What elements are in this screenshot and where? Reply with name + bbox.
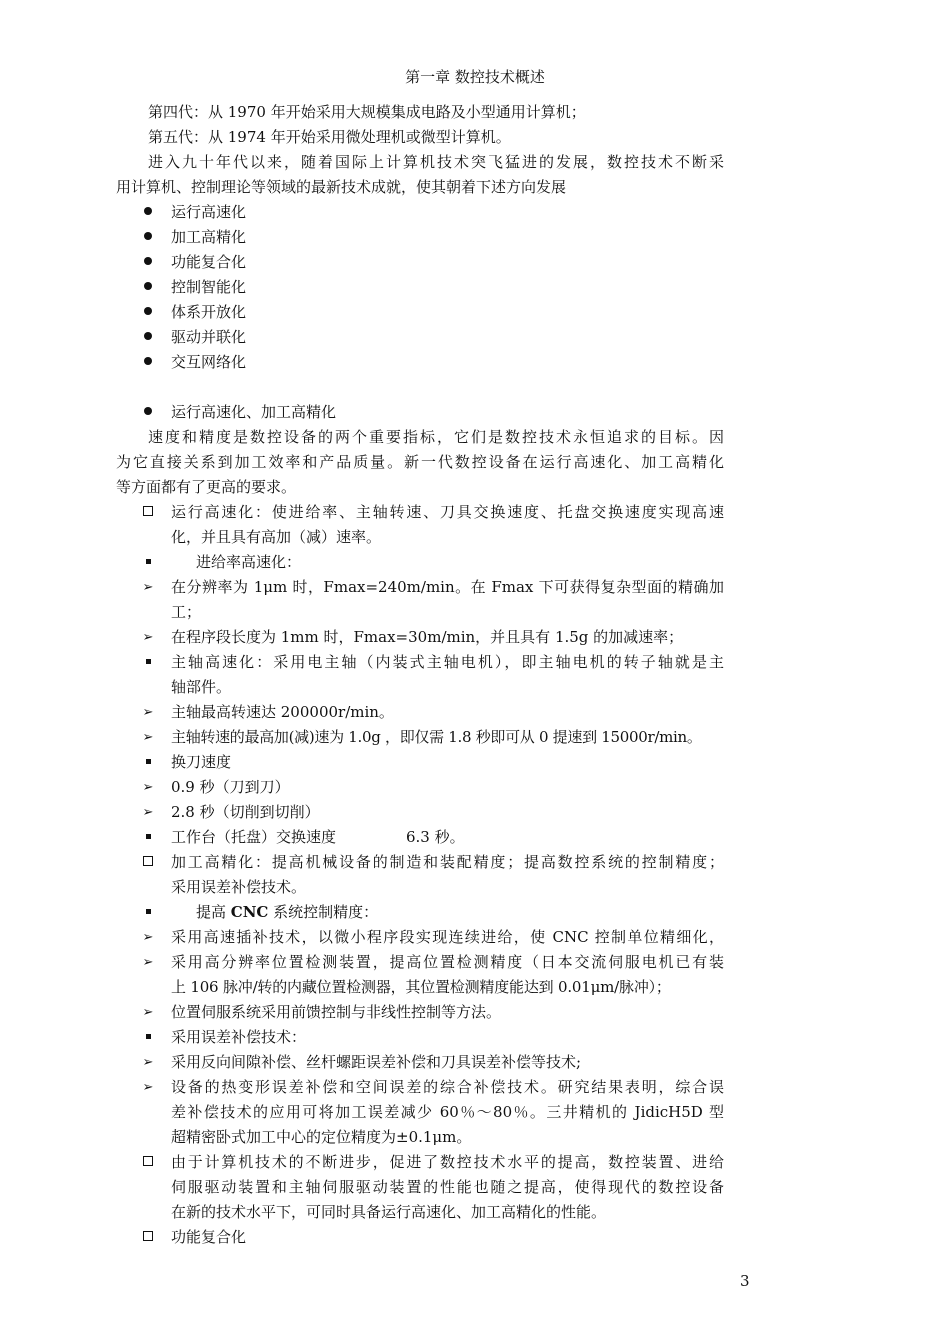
arrow-bullet-icon (140, 1078, 156, 1097)
item-spindle-b: 主轴转速的最高加(减)速为 1.0g ，即仅需 1.8 秒即可从 0 提速到 15000r/min。 (171, 728, 702, 746)
bullet-dot-icon (140, 353, 156, 371)
item-precision-line2: 采用误差补偿技术。 (171, 878, 307, 896)
bullet-dot-icon (140, 303, 156, 321)
item-progress-line3: 在新的技术水平下，可同时具备运行高速化、加工高精化的性能。 (171, 1203, 607, 1221)
square-bullet-icon (140, 553, 156, 571)
arrow-bullet-icon (140, 578, 156, 597)
item-comp-b-line1: 设备的热变形误差补偿和空间误差的综合补偿技术。研究结果表明，综合误 (171, 1078, 724, 1096)
item-progress-line2: 伺服驱动装置和主轴伺服驱动装置的性能也随之提高，使得现代的数控设备 (171, 1178, 724, 1196)
bullet-dot-icon (140, 328, 156, 346)
section-desc-line3: 等方面都有了更高的要求。 (116, 478, 297, 496)
page-number: 3 (740, 1272, 750, 1290)
paragraph-gen5: 第五代：从 1974 年开始采用微处理机或微型计算机。 (148, 128, 511, 146)
checkbox-bullet-icon (140, 503, 156, 521)
item-feed-a-line1: 在分辨率为 1μm 时，Fmax=240m/min。在 Fmax 下可获得复杂型面的精确加 (171, 578, 724, 596)
checkbox-bullet-icon (140, 853, 156, 871)
item-cnc-pre: 提高 (196, 903, 231, 921)
item-feed-a-line2: 工； (171, 603, 202, 621)
arrow-bullet-icon (140, 778, 156, 797)
item-tool-b: 2.8 秒（切削到切削） (171, 803, 320, 821)
section-desc-line2: 为它直接关系到加工效率和产品质量。新一代数控设备在运行高速化、加工高精化 (116, 453, 724, 471)
item-spindle-line1: 主轴高速化：采用电主轴（内装式主轴电机），即主轴电机的转子轴就是主 (171, 653, 724, 671)
paragraph-intro-line1: 进入九十年代以来，随着国际上计算机技术突飞猛进的发展，数控技术不断采 (148, 153, 724, 171)
section-heading: 运行高速化、加工高精化 (171, 403, 337, 421)
arrow-bullet-icon (140, 1003, 156, 1022)
item-comp-b-line2: 差补偿技术的应用可将加工误差减少 60％～80％。三井精机的 JidicH5D 型 (171, 1103, 724, 1121)
item-cnc-b-line1: 采用高分辨率位置检测装置，提高位置检测精度（日本交流伺服电机已有装 (171, 953, 724, 971)
section-desc-line1: 速度和精度是数控设备的两个重要指标，它们是数控技术永恒追求的目标。因 (148, 428, 724, 446)
item-comp-b-line3: 超精密卧式加工中心的定位精度为±0.1μm。 (171, 1128, 472, 1146)
direction-item: 体系开放化 (171, 303, 247, 321)
item-cnc-b-line2: 上 106 脉冲/转的内藏位置检测器，其位置检测精度能达到 0.01μm/脉冲）； (171, 978, 671, 996)
item-feed: 进给率高速化： (196, 553, 302, 571)
arrow-bullet-icon (140, 1053, 156, 1072)
paragraph-gen4: 第四代：从 1970 年开始采用大规模集成电路及小型通用计算机； (148, 103, 586, 121)
direction-item: 运行高速化 (171, 203, 247, 221)
direction-item: 驱动并联化 (171, 328, 247, 346)
bullet-dot-icon (140, 403, 156, 421)
item-pallet-label: 工作台（托盘）交换速度 (171, 828, 337, 846)
arrow-bullet-icon (140, 928, 156, 947)
item-comp-a: 采用反向间隙补偿、丝杆螺距误差补偿和刀具误差补偿等技术; (171, 1053, 582, 1071)
item-spindle-line2: 轴部件。 (171, 678, 232, 696)
direction-item: 交互网络化 (171, 353, 247, 371)
item-spindle-a: 主轴最高转速达 200000r/min。 (171, 703, 394, 721)
item-tool-a: 0.9 秒（刀到刀） (171, 778, 290, 796)
bullet-dot-icon (140, 228, 156, 246)
item-cnc-a: 采用高速插补技术，以微小程序段实现连续进给，使 CNC 控制单位精细化， (171, 928, 724, 946)
item-comp: 采用误差补偿技术： (171, 1028, 307, 1046)
item-precision-line1: 加工高精化：提高机械设备的制造和装配精度；提高数控系统的控制精度； (171, 853, 724, 871)
arrow-bullet-icon (140, 628, 156, 647)
bullet-dot-icon (140, 253, 156, 271)
bullet-dot-icon (140, 203, 156, 221)
direction-item: 控制智能化 (171, 278, 247, 296)
arrow-bullet-icon (140, 803, 156, 822)
item-speed-line1: 运行高速化：使进给率、主轴转速、刀具交换速度、托盘交换速度实现高速 (171, 503, 724, 521)
bullet-dot-icon (140, 278, 156, 296)
item-tool: 换刀速度 (171, 753, 232, 771)
chapter-title: 第一章 数控技术概述 (405, 68, 545, 86)
item-cnc (196, 903, 378, 921)
direction-item: 功能复合化 (171, 253, 247, 271)
checkbox-bullet-icon (140, 1228, 156, 1246)
paragraph-intro-line2: 用计算机、控制理论等领域的最新技术成就，使其朝着下述方向发展 (116, 178, 567, 196)
item-cnc-post: 系统控制精度： (268, 903, 379, 921)
item-feed-b: 在程序段长度为 1mm 时，Fmax=30m/min，并且具有 1.5g 的加减速率； (171, 628, 684, 646)
square-bullet-icon (140, 903, 156, 921)
square-bullet-icon (140, 753, 156, 771)
square-bullet-icon (140, 828, 156, 846)
item-progress-line1: 由于计算机技术的不断进步，促进了数控技术水平的提高，数控装置、进给 (171, 1153, 724, 1171)
checkbox-bullet-icon (140, 1153, 156, 1171)
item-pallet-value: 6.3 秒。 (406, 828, 465, 846)
item-speed-line2: 化，并且具有高加（减）速率。 (171, 528, 382, 546)
arrow-bullet-icon (140, 703, 156, 722)
direction-item: 加工高精化 (171, 228, 247, 246)
item-compound: 功能复合化 (171, 1228, 247, 1246)
arrow-bullet-icon (140, 953, 156, 972)
item-cnc-bold: CNC (230, 903, 269, 921)
item-cnc-c: 位置伺服系统采用前馈控制与非线性控制等方法。 (171, 1003, 502, 1021)
arrow-bullet-icon (140, 728, 156, 747)
square-bullet-icon (140, 1028, 156, 1046)
square-bullet-icon (140, 653, 156, 671)
